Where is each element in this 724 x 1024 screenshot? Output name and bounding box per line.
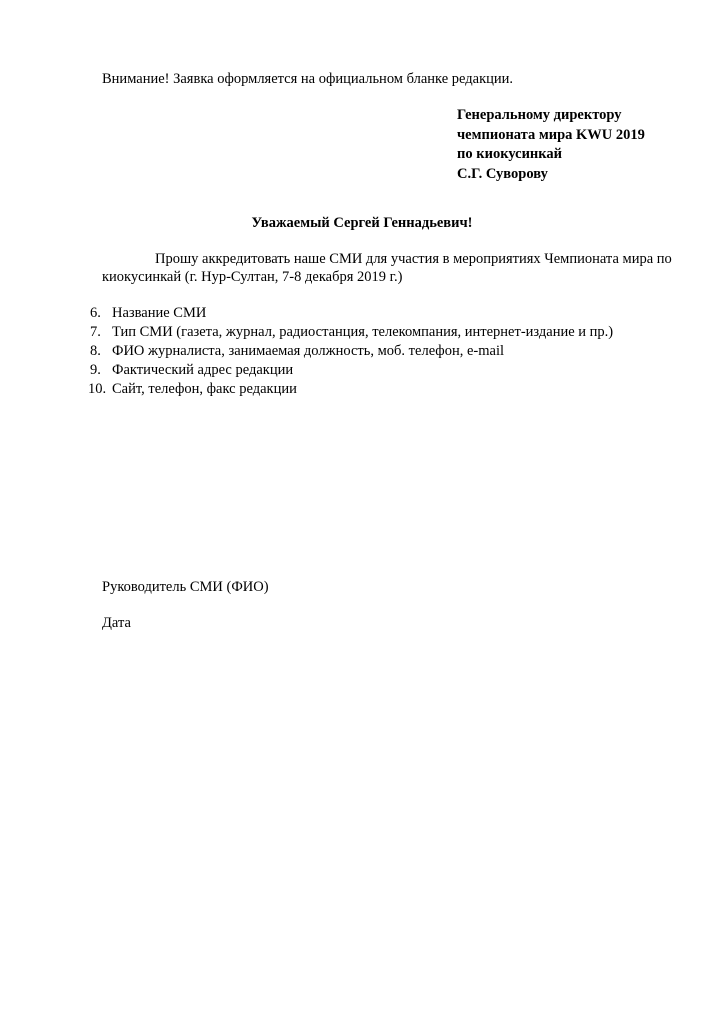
addressee-line: чемпионата мира KWU 2019 [457, 126, 645, 143]
greeting-heading: Уважаемый Сергей Геннадьевич! [251, 215, 473, 231]
list-item-number: 10. [88, 381, 107, 397]
list-item [88, 304, 613, 323]
list-item-text: Сайт, телефон, факс редакции [112, 381, 297, 397]
requirements-list [88, 304, 613, 399]
list-item [88, 380, 613, 399]
date-label: Дата [102, 615, 131, 631]
request-paragraph-line: Прошу аккредитовать наше СМИ для участия в мероприятиях Чемпионата мира по [155, 251, 672, 267]
list-item-text: ФИО журналиста, занимаемая должность, моб. телефон, e-mail [112, 343, 504, 359]
list-item-number: 7. [90, 324, 101, 340]
list-item-text: Тип СМИ (газета, журнал, радиостанция, телекомпания, интернет-издание и пр.) [112, 324, 614, 340]
list-item-number: 9. [90, 362, 101, 378]
signature-label: Руководитель СМИ (ФИО) [102, 579, 269, 595]
list-item [88, 361, 613, 380]
list-item [88, 323, 613, 342]
list-item-text: Фактический адрес редакции [112, 362, 294, 378]
addressee-line: по киокусинкай [457, 146, 563, 162]
addressee-block [457, 106, 645, 184]
addressee-line: С.Г. Суворову [457, 165, 548, 182]
addressee-line: Генеральному директору [457, 107, 622, 123]
request-paragraph-line: киокусинкай (г. Нур-Султан, 7-8 декабря 2019 г.) [102, 269, 403, 285]
list-item-text: Название СМИ [112, 305, 207, 321]
list-item [88, 342, 613, 361]
notice-text: Внимание! Заявка оформляется на официальном бланке редакции. [102, 71, 514, 87]
list-item-number: 6. [90, 305, 101, 321]
list-item-number: 8. [90, 343, 101, 359]
